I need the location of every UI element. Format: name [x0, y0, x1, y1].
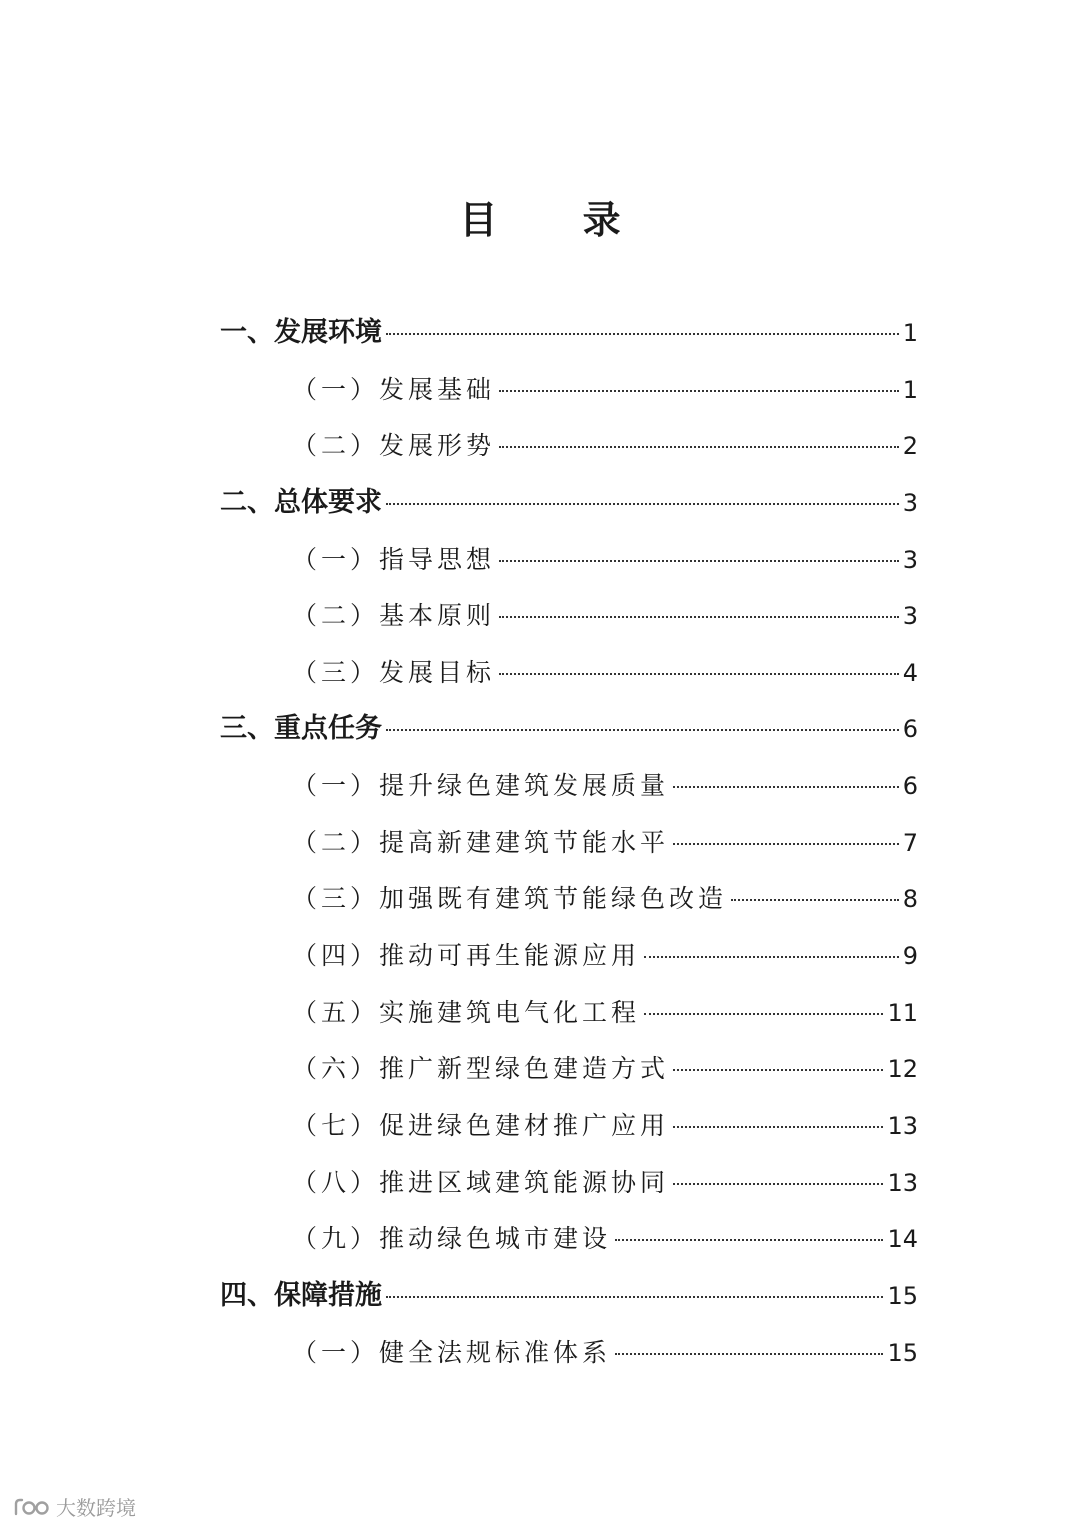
toc-page-number: 11 — [887, 998, 918, 1027]
toc-entry-label: （一）发展基础 — [292, 374, 496, 404]
toc-page-number: 3 — [902, 602, 918, 631]
toc-subsection-entry[interactable] — [220, 928, 918, 985]
toc-entry-label: 一、发展环境 — [220, 317, 382, 348]
toc-entry-label: （一）提升绿色建筑发展质量 — [292, 771, 670, 801]
toc-entry-label: （一）指导思想 — [292, 544, 496, 574]
dot-leader — [615, 1239, 883, 1241]
dot-leader — [499, 446, 899, 448]
toc-entry-label: 二、总体要求 — [220, 486, 382, 518]
toc-subsection-entry[interactable] — [220, 758, 918, 815]
watermark-text: 大数跨境 — [56, 1496, 136, 1520]
watermark — [12, 1492, 136, 1521]
toc-subsection-entry[interactable] — [220, 1325, 918, 1382]
toc-section-entry[interactable] — [220, 1268, 918, 1325]
dot-leader — [673, 1126, 883, 1128]
toc-entry-label: （七）促进绿色建材推广应用 — [292, 1110, 670, 1140]
dot-leader — [386, 503, 899, 505]
dot-leader — [644, 956, 899, 958]
toc-subsection-entry[interactable] — [220, 588, 918, 645]
logo-icon — [12, 1496, 52, 1518]
dot-leader — [386, 333, 899, 335]
toc-page-number: 15 — [887, 1338, 918, 1367]
dot-leader — [673, 1183, 883, 1185]
dot-leader — [499, 616, 899, 618]
toc-entry-label: （三）发展目标 — [292, 657, 496, 687]
toc-subsection-entry[interactable] — [220, 985, 918, 1042]
toc-subsection-entry[interactable] — [220, 1041, 918, 1098]
toc-page-number: 13 — [887, 1111, 918, 1140]
toc-section-entry[interactable] — [220, 305, 918, 362]
dot-leader — [499, 390, 899, 392]
dot-leader — [673, 1069, 883, 1071]
toc-page-number: 8 — [902, 885, 918, 914]
toc-page-number: 6 — [902, 772, 918, 801]
table-of-contents — [220, 305, 918, 1381]
toc-entry-label: （六）推广新型绿色建造方式 — [292, 1054, 670, 1084]
toc-subsection-entry[interactable] — [220, 871, 918, 928]
toc-entry-label: （五）实施建筑电气化工程 — [292, 997, 641, 1027]
toc-page-number: 3 — [902, 545, 918, 574]
toc-subsection-entry[interactable] — [220, 532, 918, 589]
dot-leader — [673, 843, 899, 845]
toc-page-number: 1 — [902, 319, 918, 347]
toc-entry-label: （二）提高新建建筑节能水平 — [292, 827, 670, 857]
toc-subsection-entry[interactable] — [220, 815, 918, 872]
toc-page-number: 14 — [887, 1225, 918, 1254]
toc-subsection-entry[interactable] — [220, 645, 918, 702]
toc-entry-label: （三）加强既有建筑节能绿色改造 — [292, 884, 728, 914]
dot-leader — [731, 899, 899, 901]
toc-page-number: 9 — [902, 942, 918, 971]
toc-page-number: 2 — [902, 432, 918, 461]
toc-page-number: 3 — [902, 488, 918, 517]
toc-page-number: 1 — [902, 375, 918, 404]
dot-leader — [499, 673, 899, 675]
toc-section-entry[interactable] — [220, 475, 918, 532]
toc-subsection-entry[interactable] — [220, 1098, 918, 1155]
dot-leader — [615, 1353, 883, 1355]
toc-subsection-entry[interactable] — [220, 362, 918, 419]
toc-entry-label: 四、保障措施 — [220, 1279, 382, 1311]
toc-entry-label: （二）基本原则 — [292, 601, 496, 631]
toc-entry-label: （二）发展形势 — [292, 431, 496, 461]
toc-entry-label: （四）推动可再生能源应用 — [292, 941, 641, 971]
toc-page-number: 15 — [887, 1281, 918, 1310]
page-title: 目 录 — [459, 198, 657, 242]
dot-leader — [644, 1013, 883, 1015]
toc-page-number: 13 — [887, 1168, 918, 1197]
toc-page-number: 6 — [902, 715, 918, 744]
toc-page-number: 4 — [902, 658, 918, 687]
toc-entry-label: （一）健全法规标准体系 — [292, 1337, 612, 1367]
toc-section-entry[interactable] — [220, 701, 918, 758]
toc-page-number: 7 — [902, 828, 918, 857]
dot-leader — [673, 786, 899, 788]
dot-leader — [499, 560, 899, 562]
toc-subsection-entry[interactable] — [220, 1211, 918, 1268]
toc-entry-label: 三、重点任务 — [220, 713, 382, 745]
dot-leader — [386, 1296, 883, 1298]
toc-entry-label: （八）推进区域建筑能源协同 — [292, 1167, 670, 1197]
dot-leader — [386, 729, 899, 731]
toc-entry-label: （九）推动绿色城市建设 — [292, 1224, 612, 1254]
toc-page-number: 12 — [887, 1055, 918, 1084]
toc-subsection-entry[interactable] — [220, 1155, 918, 1212]
toc-subsection-entry[interactable] — [220, 418, 918, 475]
